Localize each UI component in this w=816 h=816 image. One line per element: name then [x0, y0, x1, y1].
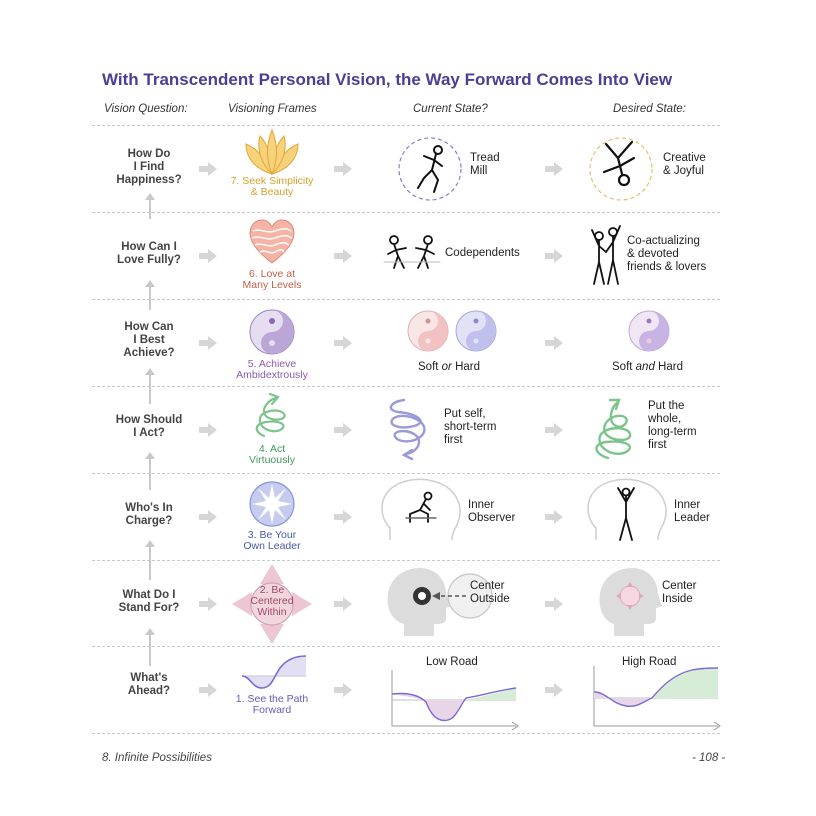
frame-see-path-forward: 1. See the Path Forward: [235, 693, 309, 716]
path-curve-icon: [242, 654, 306, 692]
up-arrow-icon: [145, 368, 153, 394]
yin-yang-balanced-icon: [628, 310, 670, 352]
inner-observer-head-icon: [380, 478, 464, 544]
star-burst-icon: [248, 480, 296, 528]
desired-creative-joyful: Creative & Joyful: [663, 152, 706, 177]
frame-seek-simplicity: 7. Seek Simplicity & Beauty: [230, 175, 314, 198]
current-put-self-first: Put self, short-term first: [444, 408, 497, 446]
up-arrow-icon: [145, 628, 153, 654]
yin-yang-soft-icon: [407, 310, 449, 352]
co-actualizing-figures-icon: [588, 222, 624, 290]
up-arrow-icon: [145, 452, 153, 478]
header-visioning-frames: Visioning Frames: [228, 103, 317, 115]
right-arrow-icon: [199, 336, 217, 350]
current-codependents: Codependents: [445, 247, 520, 259]
row-separator: [92, 733, 720, 734]
desired-put-whole-first: Put the whole, long-term first: [648, 400, 697, 451]
desired-soft-text: Soft: [612, 361, 636, 373]
current-hard-text: Hard: [451, 361, 481, 373]
right-arrow-icon: [545, 510, 563, 524]
current-inner-observer: Inner Observer: [468, 499, 516, 524]
up-arrow-icon: [145, 193, 153, 219]
frame-be-own-leader: 3. Be Your Own Leader: [243, 529, 301, 552]
vision-question-happiness: How Do I Find Happiness?: [116, 148, 182, 186]
header-vision-question: Vision Question:: [104, 103, 188, 115]
row-separator: [92, 212, 720, 213]
yin-yang-hard-icon: [455, 310, 497, 352]
current-low-road: Low Road: [426, 656, 478, 668]
up-arrow-icon: [145, 280, 153, 306]
current-center-outside: Center Outside: [470, 580, 510, 605]
right-arrow-icon: [545, 423, 563, 437]
right-arrow-icon: [334, 249, 352, 263]
header-desired-state: Desired State:: [613, 103, 686, 115]
right-arrow-icon: [199, 423, 217, 437]
desired-center-inside: Center Inside: [662, 580, 697, 605]
right-arrow-icon: [545, 597, 563, 611]
desired-high-road: High Road: [622, 656, 677, 668]
frame-be-centered-within: 2. Be Centered Within: [250, 584, 294, 618]
right-arrow-icon: [199, 683, 217, 697]
row-separator: [92, 299, 720, 300]
vision-question-achieve: How Can I Best Achieve?: [123, 321, 175, 359]
frame-love-many-levels: 6. Love at Many Levels: [242, 268, 302, 291]
row-separator: [92, 646, 720, 647]
right-arrow-icon: [199, 162, 217, 176]
desired-co-actualizing: Co-actualizing & devoted friends & lovers: [627, 235, 707, 273]
right-arrow-icon: [199, 510, 217, 524]
desired-and-text: and: [635, 361, 655, 373]
creative-joyful-figure-icon: [588, 136, 654, 202]
vision-question-act: How Should I Act?: [115, 414, 183, 439]
right-arrow-icon: [334, 597, 352, 611]
heart-icon: [249, 219, 295, 265]
treadmill-figure-icon: [398, 136, 462, 202]
inner-leader-head-icon: [586, 478, 670, 544]
right-arrow-icon: [545, 683, 563, 697]
frame-achieve-ambidextrously: 5. Achieve Ambidextrously: [236, 358, 308, 381]
current-or-text: or: [441, 361, 452, 373]
vision-question-charge: Who's In Charge?: [125, 502, 173, 527]
right-arrow-icon: [334, 336, 352, 350]
row-separator: [92, 560, 720, 561]
right-arrow-icon: [199, 597, 217, 611]
lotus-icon: [244, 130, 300, 176]
desired-inner-leader: Inner Leader: [674, 499, 710, 524]
page-title: With Transcendent Personal Vision, the Way Forward Comes Into View: [102, 70, 673, 89]
low-road-chart-icon: [390, 670, 518, 728]
downward-spiral-icon: [384, 398, 436, 460]
high-road-chart-icon: [592, 666, 720, 728]
footer-page-number: - 108 -: [692, 752, 726, 764]
vision-question-love: How Can I Love Fully?: [117, 241, 181, 266]
current-soft-or-hard: [418, 361, 480, 374]
upward-spiral-icon: [250, 392, 294, 438]
right-arrow-icon: [199, 249, 217, 263]
right-arrow-icon: [334, 162, 352, 176]
yin-yang-icon: [248, 308, 296, 356]
right-arrow-icon: [334, 423, 352, 437]
row-separator: [92, 386, 720, 387]
vision-question-stand-for: What Do I Stand For?: [118, 589, 180, 614]
right-arrow-icon: [334, 683, 352, 697]
right-arrow-icon: [334, 510, 352, 524]
right-arrow-icon: [545, 162, 563, 176]
row-separator: [92, 473, 720, 474]
frame-act-virtuously: 4. Act Virtuously: [249, 443, 295, 466]
desired-hard-text: Hard: [654, 361, 683, 373]
current-soft-text: Soft: [418, 361, 442, 373]
codependents-figures-icon: [382, 232, 442, 274]
center-inside-head-icon: [598, 566, 662, 638]
right-arrow-icon: [545, 336, 563, 350]
current-tread-mill: Tread Mill: [470, 152, 500, 177]
right-arrow-icon: [545, 249, 563, 263]
header-current-state: Current State?: [413, 103, 488, 115]
vision-question-ahead: What's Ahead?: [127, 672, 171, 697]
footer-chapter: 8. Infinite Possibilities: [102, 752, 212, 764]
up-arrow-icon: [145, 540, 153, 566]
desired-soft-and-hard: [612, 361, 683, 374]
green-upward-spiral-icon: [588, 396, 644, 460]
row-separator: [92, 125, 720, 126]
